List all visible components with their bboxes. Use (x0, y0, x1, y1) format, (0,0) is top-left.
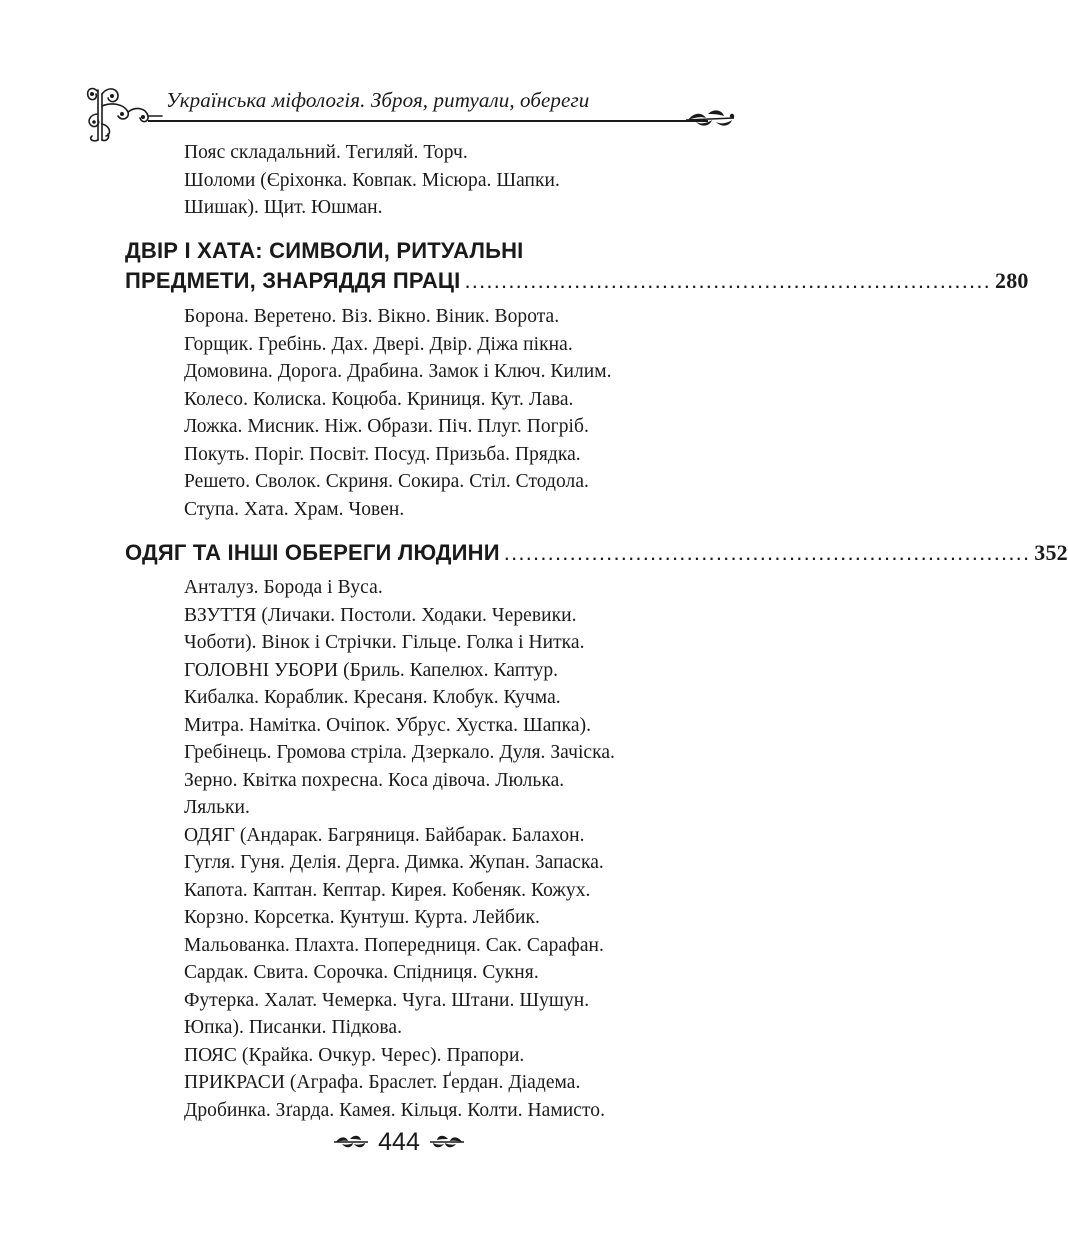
entry-line: Пояс складальний. Тегиляй. Торч. (184, 142, 468, 163)
section-page-number: 352 (1034, 540, 1068, 565)
entry-line: Шишак). Щит. Юшман. (184, 197, 383, 218)
entry-line: Сардак. Свита. Сорочка. Спідниця. Сукня. (184, 962, 539, 983)
leader-dots: ........................................................................ (464, 268, 991, 293)
entry-line: Ложка. Мисник. Ніж. Образи. Піч. Плуг. Погріб. (184, 416, 589, 437)
entry-line: Мальованка. Плахта. Попередниця. Сак. Сарафан. (184, 934, 604, 956)
leaf-flourish-icon (686, 106, 736, 132)
yard-and-house-entry-list (184, 303, 744, 523)
entry-line: Анталуз. Борода і Вуса. (184, 577, 383, 598)
entry-line: Дробинка. Зґарда. Камея. Кільця. Колти. Намисто. (184, 1099, 606, 1121)
clothing-entry-list (184, 574, 744, 1124)
running-header-title: Українська міфологія. Зброя, ритуали, обереги (166, 88, 590, 112)
intro-entry-list (184, 139, 744, 222)
leaf-flourish-icon (334, 1133, 368, 1151)
entry-line: Колесо. Колиска. Коцюба. Криниця. Кут. Лава. (184, 388, 574, 410)
running-header (84, 84, 736, 144)
section-heading-clothing-and-amulets (125, 538, 1068, 568)
entry-line: Ступа. Хата. Храм. Човен. (184, 498, 405, 520)
entry-line: ПОЯС (Крайка. Очкур. Черес). Прапори. (184, 1044, 525, 1066)
section-page-number: 280 (995, 268, 1029, 293)
header-rule (148, 120, 708, 122)
corner-scroll-ornament-icon (84, 84, 164, 144)
section-heading-yard-and-house (125, 236, 1029, 296)
section-heading-toc-row (125, 538, 1068, 568)
entry-line: Ляльки. (184, 797, 250, 818)
page-number: 444 (378, 1127, 420, 1156)
section-heading-line: ПРЕДМЕТИ, ЗНАРЯДДЯ ПРАЦІ (125, 268, 461, 293)
page-footer (0, 1122, 798, 1162)
entry-line: Юпка). Писанки. Підкова. (184, 1017, 403, 1038)
entry-line: ВЗУТТЯ (Личаки. Постоли. Ходаки. Черевики. (184, 604, 577, 626)
leader-dots: ........................................................................ (503, 540, 1031, 565)
entry-line: Капота. Каптан. Кептар. Кирея. Кобеняк. Кожух. (184, 879, 591, 901)
entry-line: Гугля. Гуня. Делія. Дерга. Димка. Жупан. Запаска. (184, 852, 604, 873)
entry-line: Зерно. Квітка похресна. Коса дівоча. Люлька. (184, 769, 565, 791)
section-heading-toc-row (125, 266, 1029, 296)
entry-line: Горщик. Гребінь. Дах. Двері. Двір. Діжа пікна. (184, 333, 573, 355)
section-heading-line: ОДЯГ ТА ІНШІ ОБЕРЕГИ ЛЮДИНИ (125, 540, 500, 565)
entry-line: Чоботи). Вінок і Стрічки. Гільце. Голка і Нитка. (184, 632, 585, 653)
section-heading-line: ДВІР І ХАТА: СИМВОЛИ, РИТУАЛЬНІ (125, 238, 524, 263)
entry-line: ОДЯГ (Андарак. Багряниця. Байбарак. Балахон. (184, 824, 585, 846)
entry-line: Шоломи (Єріхонка. Ковпак. Місюра. Шапки. (184, 169, 560, 191)
entry-line: Футерка. Халат. Чемерка. Чуга. Штани. Шушун. (184, 989, 590, 1011)
entry-line: Кибалка. Кораблик. Кресаня. Клобук. Кучма. (184, 687, 561, 708)
entry-line: ГОЛОВНІ УБОРИ (Бриль. Капелюх. Каптур. (184, 659, 559, 681)
entry-line: Покуть. Поріг. Посвіт. Посуд. Призьба. Прядка. (184, 443, 581, 465)
entry-line: Митра. Намітка. Очіпок. Убрус. Хустка. Шапка). (184, 714, 592, 736)
entry-line: Борона. Веретено. Віз. Вікно. Віник. Ворота. (184, 306, 560, 327)
entry-line: Корзно. Корсетка. Кунтуш. Курта. Лейбик. (184, 907, 540, 928)
entry-line: ПРИКРАСИ (Аграфа. Браслет. Ґердан. Діадема. (184, 1072, 581, 1093)
entry-line: Решето. Сволок. Скриня. Сокира. Стіл. Стодола. (184, 471, 589, 492)
entry-line: Гребінець. Громова стріла. Дзеркало. Дуля. Зачіска. (184, 742, 615, 763)
leaf-flourish-icon (430, 1133, 464, 1151)
entry-line: Домовина. Дорога. Драбина. Замок і Ключ. Килим. (184, 361, 612, 382)
